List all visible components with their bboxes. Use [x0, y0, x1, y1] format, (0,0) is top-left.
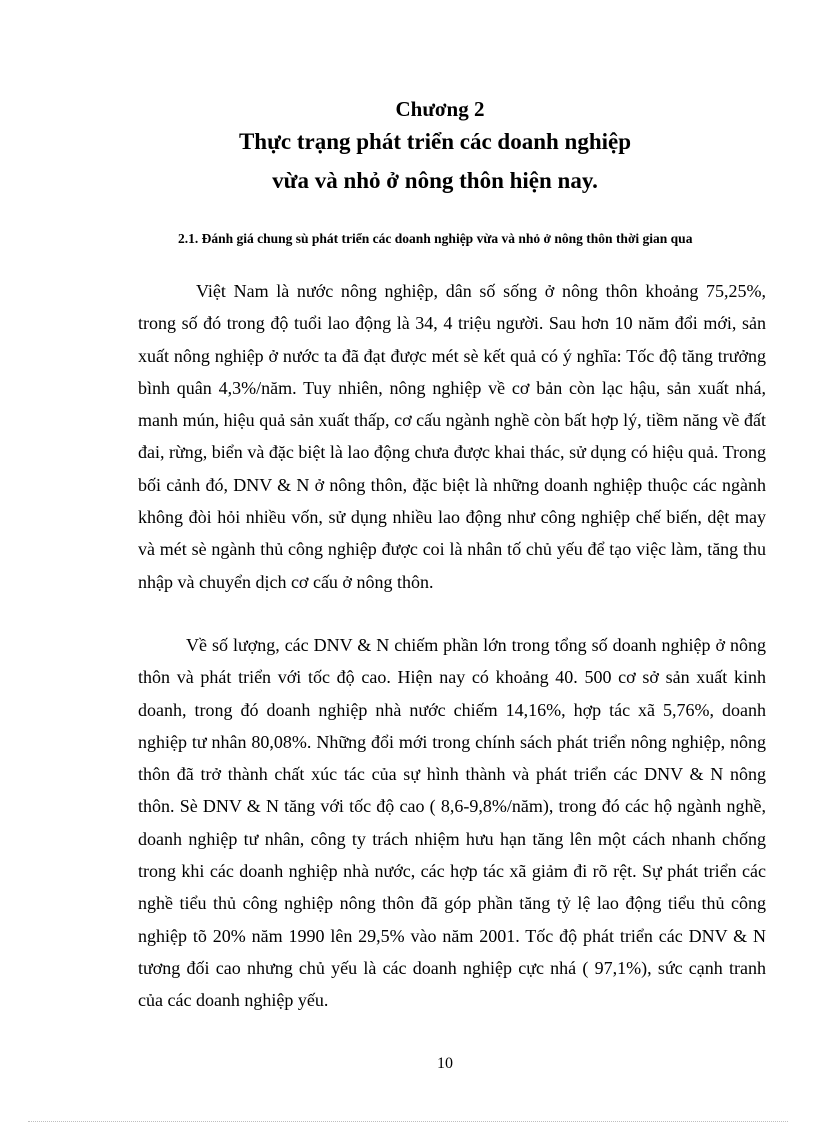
- body-paragraph-2: Về số lượng, các DNV & N chiếm phần lớn trong tổng số doanh nghiệp ở nông thôn và phát triển với tốc độ cao. Hiện nay có khoảng 40. 500 cơ sở sản xuất kinh doanh, trong đó doanh nghiệp nhà nước chiếm 14,16%, hợp tác xã 5,76%, doanh nghiệp tư nhân 80,08%. Những đổi mới trong chính sách phát triển nông nghiệp, nông thôn đã trở thành chất xúc tác của sự hình thành và phát triển các DNV & N nông thôn. Sè DNV & N tăng với tốc độ cao ( 8,6-9,8%/năm), trong đó các hộ ngành nghề, doanh nghiệp tư nhân, công ty trách nhiệm hưu hạn tăng lên một cách nhanh chống trong khi các doanh nghiệp nhà nước, các hợp tác xã giảm đi rõ rệt. Sự phát triển các nghề tiểu thủ công nghiệp nông thôn đã góp phần tăng tỷ lệ lao động tiểu thủ công nghiệp tõ 20% năm 1990 lên 29,5% vào năm 2001. Tốc độ phát triển các DNV & N tương đối cao nhưng chủ yếu là các doanh nghiệp cực nhá ( 97,1%), sức cạnh tranh của các doanh nghiệp yếu.: [138, 635, 766, 1011]
- footer-divider: [28, 1121, 788, 1122]
- chapter-label: Chương 2: [395, 97, 485, 121]
- page-number: 10: [437, 1055, 453, 1072]
- body-paragraph-1: Việt Nam là nước nông nghiệp, dân số sống ở nông thôn khoảng 75,25%, trong số đó trong độ tuổi lao động là 34, 4 triệu người. Sau hơn 10 năm đổi mới, sản xuất nông nghiệp ở nước ta đã đạt được mét sè kết quả có ý nghĩa: Tốc độ tăng trưởng bình quân 4,3%/năm. Tuy nhiên, nông nghiệp về cơ bản còn lạc hậu, sản xuất nhá, manh mún, hiệu quả sản xuất thấp, cơ cấu ngành nghề còn bất hợp lý, tiềm năng về đất đai, rừng, biển và đặc biệt là lao động chưa được khai thác, sử dụng có hiệu quả. Trong bối cảnh đó, DNV & N ở nông thôn, đặc biệt là những doanh nghiệp thuộc các ngành không đòi hỏi nhiều vốn, sử dụng nhiều lao động như công nghiệp chế biến, dệt may và mét sè ngành thủ công nghiệp được coi là nhân tố chủ yếu để tạo việc làm, tăng thu nhập và chuyển dịch cơ cấu ở nông thôn.: [138, 281, 766, 592]
- section-heading: 2.1. Đánh giá chung sù phát triển các doanh nghiệp vừa và nhỏ ở nông thôn thời gian qua: [178, 231, 693, 246]
- chapter-title-line-1: Thực trạng phát triển các doanh nghiệp: [238, 129, 632, 154]
- chapter-title-line-2: vừa và nhỏ ở nông thôn hiện nay.: [272, 168, 598, 193]
